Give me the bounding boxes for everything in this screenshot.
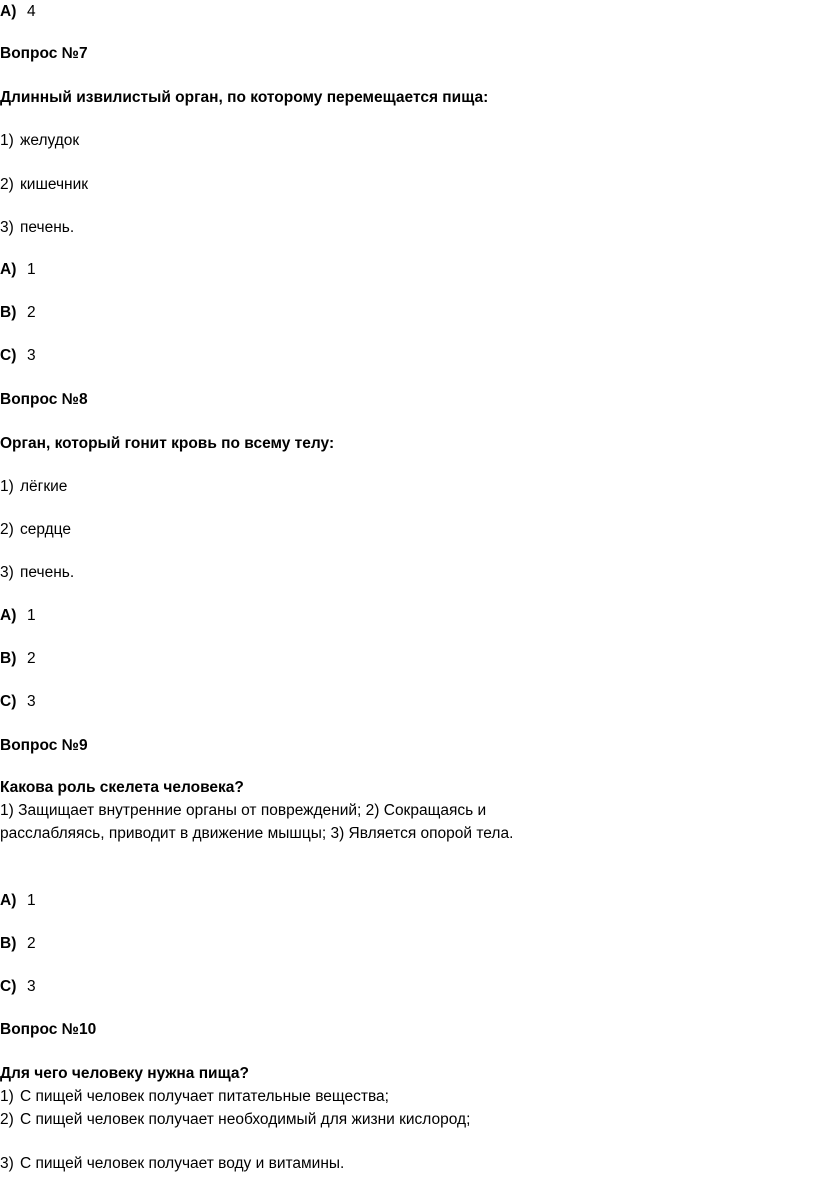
q7-option-3: 3) печень.	[0, 219, 75, 236]
question-10-heading: Вопрос №10	[0, 1021, 97, 1038]
question-10-text: Для чего человеку нужна пища?	[0, 1065, 249, 1082]
q9-answer-c: C) 3	[0, 978, 36, 995]
q7-option-2: 2) кишечник	[0, 176, 89, 193]
q10-option-2: 2) С пищей человек получает необходимый для жизни кислород;	[0, 1111, 471, 1128]
answer-key: A)	[0, 3, 17, 20]
question-8-text: Орган, который гонит кровь по всему телу:	[0, 435, 335, 452]
q8-answer-a: A) 1	[0, 607, 36, 624]
q8-option-3: 3) печень.	[0, 564, 75, 581]
q8-answer-b: B) 2	[0, 650, 36, 667]
answer-a-line	[0, 4, 36, 20]
q9-answer-b: B) 2	[0, 935, 36, 952]
q7-answer-b: B) 2	[0, 304, 36, 321]
question-9-heading: Вопрос №9	[0, 737, 88, 754]
answer-text: 4	[27, 3, 36, 20]
q7-option-1: 1) желудок	[0, 132, 80, 149]
q8-answer-c: C) 3	[0, 693, 36, 710]
question-9-text: Какова роль скелета человека?	[0, 779, 244, 796]
q9-options-paragraph: 1) Защищает внутренние органы от повреждений; 2) Сокращаясь и расслабляясь, приводит в движение мышцы; 3) Является опорой тела.	[0, 802, 514, 842]
q10-option-3: 3) С пищей человек получает воду и витамины.	[0, 1155, 345, 1172]
q10-option-1: 1) С пищей человек получает питательные вещества;	[0, 1088, 389, 1105]
question-7-text: Длинный извилистый орган, по которому перемещается пища:	[0, 89, 489, 106]
q9-answer-a: A) 1	[0, 892, 36, 909]
question-7-heading: Вопрос №7	[0, 45, 88, 62]
q7-answer-c: C) 3	[0, 347, 36, 364]
q8-option-1: 1) лёгкие	[0, 478, 68, 495]
q7-answer-a: A) 1	[0, 261, 36, 278]
q8-option-2: 2) сердце	[0, 521, 72, 538]
question-8-heading: Вопрос №8	[0, 391, 88, 408]
